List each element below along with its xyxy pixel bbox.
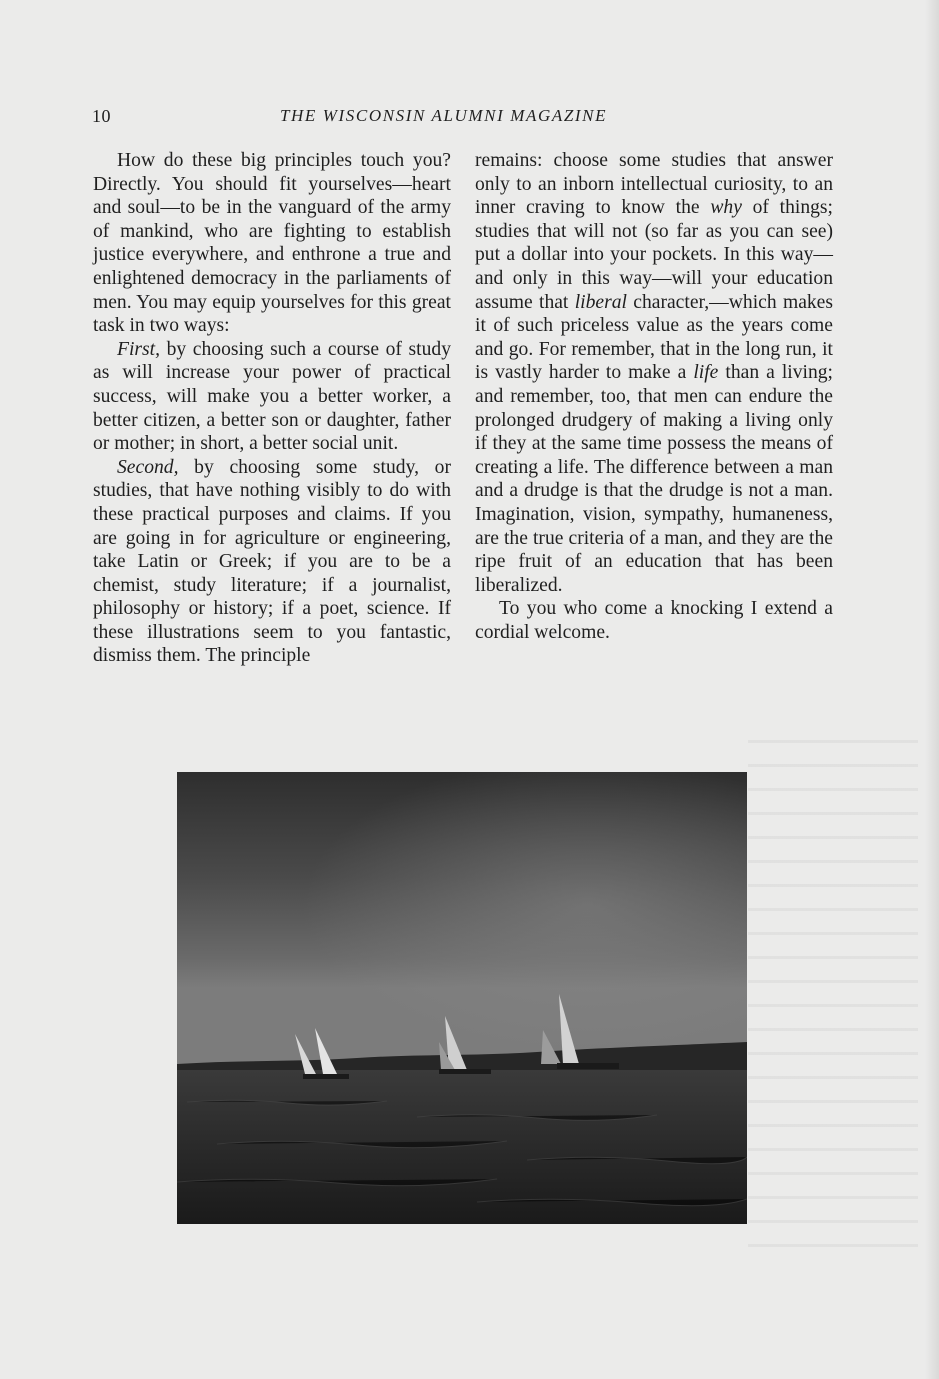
paragraph-first: [93, 338, 451, 456]
remains-text-d: than a living; and remember, too, that men can endure the prolonged drudgery of making a living only if they at the same time possess the means of creating a life. The difference between a man and a drudge is that the drudge is not a man. Imagination, vision, sympathy, humaneness, are the true criteria of a man, and they are the ripe fruit of an education that has been liberalized.: [475, 362, 834, 596]
remains-text-c: character,—which makes it of such priceless value as the years come and go. For remember, that in the long run, it is vastly harder to make a: [475, 291, 834, 384]
paragraph-welcome: To you who come a knocking I extend a cordial welcome.: [475, 598, 833, 643]
left-column: [93, 149, 451, 668]
remains-text-a: remains: choose some studies that answer only to an inborn intellectual curiosity, to an inner craving to know the: [475, 150, 833, 219]
paragraph-principles: How do these big principles touch you? Directly. You should fit yourselves—heart and soul—to be in the vanguard of the army of mankind, who are fighting to establish justice everywhere, and enthrone a true and enlightened democracy in the parliaments of men. You may equip yourselves for this great task in two ways:: [93, 150, 451, 337]
paragraph-second: [93, 456, 451, 668]
second-lead: Second,: [117, 456, 179, 478]
right-column: [475, 149, 833, 644]
remains-text-b: of things; studies that will not (so far as you can see) put a dollar into your pockets. In this way—and only in this way—will your education assume that: [475, 197, 833, 313]
emphasis-liberal: liberal: [574, 291, 627, 313]
emphasis-why: why: [710, 197, 742, 219]
second-text: by choosing some study, or studies, that have nothing visibly to do with these practical purposes and claims. If you are going in for agriculture or engineering, take Latin or Greek; if you are to be a chemist, study literature; if a journalist, philosophy or history; if a poet, science. If these illustrations seem to you fantastic, dismiss them. The principle: [93, 456, 451, 667]
sailboats-photo: [177, 772, 747, 1224]
page-edge-shadow: [925, 0, 939, 1379]
first-lead: First,: [117, 338, 161, 360]
emphasis-life: life: [693, 362, 719, 384]
running-title: THE WISCONSIN ALUMNI MAGAZINE: [280, 106, 608, 125]
paragraph-remains: [475, 149, 833, 597]
first-text: by choosing such a course of study as will increase your power of practical success, will make you a better worker, a better citizen, a better son or daughter, father or mother; in short, a better social unit.: [93, 338, 451, 455]
page-number: 10: [92, 106, 111, 126]
show-through-texture: [748, 740, 918, 1260]
